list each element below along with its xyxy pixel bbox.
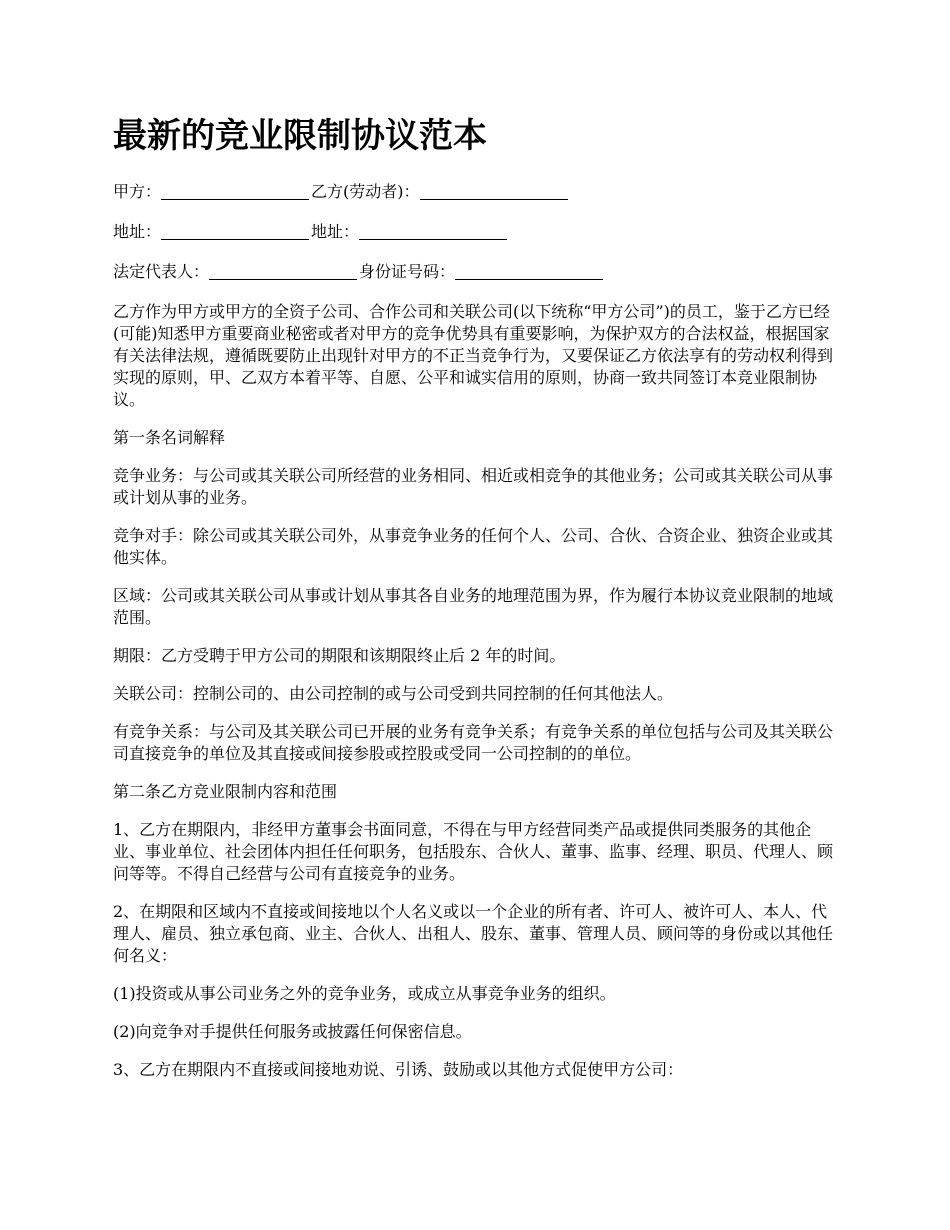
- address-a-blank[interactable]: [161, 223, 309, 240]
- definition-term: 期限：乙方受聘于甲方公司的期限和该期限终止后 2 年的时间。: [113, 646, 566, 665]
- clause-3: 3、乙方在期限内不直接或间接地劝说、引诱、鼓励或以其他方式促使甲方公司：: [113, 1060, 684, 1079]
- address-field-row: [113, 221, 843, 243]
- party-b-blank[interactable]: [420, 183, 568, 200]
- clause-2: 2、在期限和区域内不直接或间接地以个人名义或以一个企业的所有者、许可人、被许可人、本人、代理人、雇员、独立承包商、业主、合伙人、出租人、股东、董事、管理人员、顾问等的身份或以其他任何名义：: [113, 902, 834, 965]
- definition-competitive-relation: 有竞争关系：与公司及其关联公司已开展的业务有竞争关系；有竞争关系的单位包括与公司及其关联公司直接竞争的单位及其直接或间接参股或控股或受同一公司控制的的单位。: [113, 722, 834, 763]
- representative-field-row: [113, 261, 843, 283]
- clause-1: 1、乙方在期限内，非经甲方董事会书面同意，不得在与甲方经营同类产品或提供同类服务的其他企业、事业单位、社会团体内担任任何职务，包括股东、合伙人、董事、监事、经理、职员、代理人、顾问等等。不得自己经营与公司有直接竞争的业务。: [113, 820, 834, 883]
- definition-competitive-business: 竞争业务：与公司或其关联公司所经营的业务相同、相近或相竞争的其他业务；公司或其关联公司从事或计划从事的业务。: [113, 466, 834, 507]
- clause-2-item-2: (2)向竞争对手提供任何服务或披露任何保密信息。: [113, 1022, 472, 1041]
- representative-label: 法定代表人：: [113, 262, 210, 281]
- definition-affiliate: 关联公司：控制公司的、由公司控制的或与公司受到共同控制的任何其他法人。: [113, 684, 674, 703]
- party-a-label: 甲方：: [113, 182, 162, 201]
- definition-region: 区域：公司或其关联公司从事或计划从事其各自业务的地理范围为界，作为履行本协议竞业限制的地域范围。: [113, 586, 834, 627]
- party-a-blank[interactable]: [161, 183, 309, 200]
- party-field-row: [113, 181, 843, 203]
- id-number-label: 身份证号码：: [359, 262, 456, 281]
- address-b-label: 地址：: [311, 222, 360, 241]
- article-1-heading: 第一条名词解释: [113, 428, 226, 447]
- clause-2-item-1: (1)投资或从事公司业务之外的竞争业务，或成立从事竞争业务的组织。: [113, 984, 616, 1003]
- address-a-label: 地址：: [113, 222, 162, 241]
- id-number-blank[interactable]: [455, 263, 603, 280]
- article-2-heading: 第二条乙方竞业限制内容和范围: [113, 782, 338, 801]
- address-b-blank[interactable]: [359, 223, 507, 240]
- party-b-label: 乙方(劳动者)：: [311, 182, 420, 201]
- document-title: 最新的竞业限制协议范本: [113, 116, 487, 156]
- definition-competitor: 竞争对手：除公司或其关联公司外，从事竞争业务的任何个人、公司、合伙、合资企业、独资企业或其他实体。: [113, 526, 834, 567]
- preamble-paragraph: 乙方作为甲方或甲方的全资子公司、合作公司和关联公司(以下统称“甲方公司”)的员工，鉴于乙方已经(可能)知悉甲方重要商业秘密或者对甲方的竞争优势具有重要影响，为保护双方的合法权益，根据国家有关法律法规，遵循既要防止出现针对甲方的不正当竞争行为，又要保证乙方依法享有的劳动权利得到实现的原则，甲、乙双方本着平等、自愿、公平和诚实信用的原则，协商一致共同签订本竞业限制协议。: [113, 302, 834, 409]
- representative-blank[interactable]: [209, 263, 357, 280]
- document-page: [113, 112, 843, 1097]
